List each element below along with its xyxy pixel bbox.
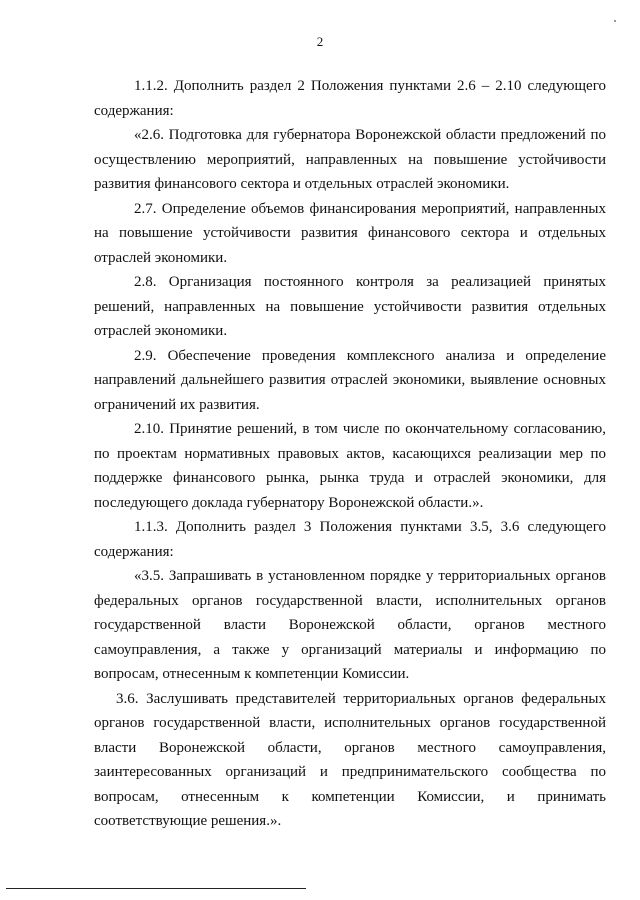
paragraph-2-10: 2.10. Принятие решений, в том числе по окончательному согласованию, по проектам нормативных правовых актов, касающихся реализации мер по поддержке финансового рынка, рынка труда и отраслей экономики, для последующего доклада губернатору Воронежской области.». [94,421,606,511]
paragraph-3-5: «3.5. Запрашивать в установленном порядке у территориальных органов федеральных органов государственной власти, исполнительных органов государственной власти Воронежской области, органов местного самоуправления, а также у организаций материалы и информацию по вопросам, отнесенным к компетенции Комиссии. [94,568,606,682]
scan-mark [614,20,616,22]
page-number: 2 [316,34,324,49]
paragraph-1-1-2: 1.1.2. Дополнить раздел 2 Положения пунктами 2.6 – 2.10 следующего содержания: [94,78,606,119]
paragraph-2-7: 2.7. Определение объемов финансирования мероприятий, направленных на повышение устойчивости развития финансового сектора и отдельных отраслей экономики. [94,200,606,266]
paragraph-2-6: «2.6. Подготовка для губернатора Воронежской области предложений по осуществлению мероприятий, направленных на повышение устойчивости развития финансового сектора и отдельных отраслей экономики. [94,127,606,192]
footer-rule [6,888,306,889]
paragraph-2-8: 2.8. Организация постоянного контроля за реализацией принятых решений, направленных на повышение устойчивости развития отдельных отраслей экономики. [94,274,606,339]
document-body [94,74,606,834]
paragraph-3-6: 3.6. Заслушивать представителей территориальных органов федеральных органов государственной власти, исполнительных органов государственной власти Воронежской области, органов местного самоуправления, заинтересованных организаций и предпринимательского сообщества по вопросам, отнесенным к компетенции Комиссии, и принимать соответствующие решения.». [94,690,606,829]
paragraph-2-9: 2.9. Обеспечение проведения комплексного анализа и определение направлений дальнейшего развития отраслей экономики, выявление основных ограничений их развития. [94,347,606,413]
paragraph-1-1-3: 1.1.3. Дополнить раздел 3 Положения пунктами 3.5, 3.6 следующего содержания: [94,519,606,560]
